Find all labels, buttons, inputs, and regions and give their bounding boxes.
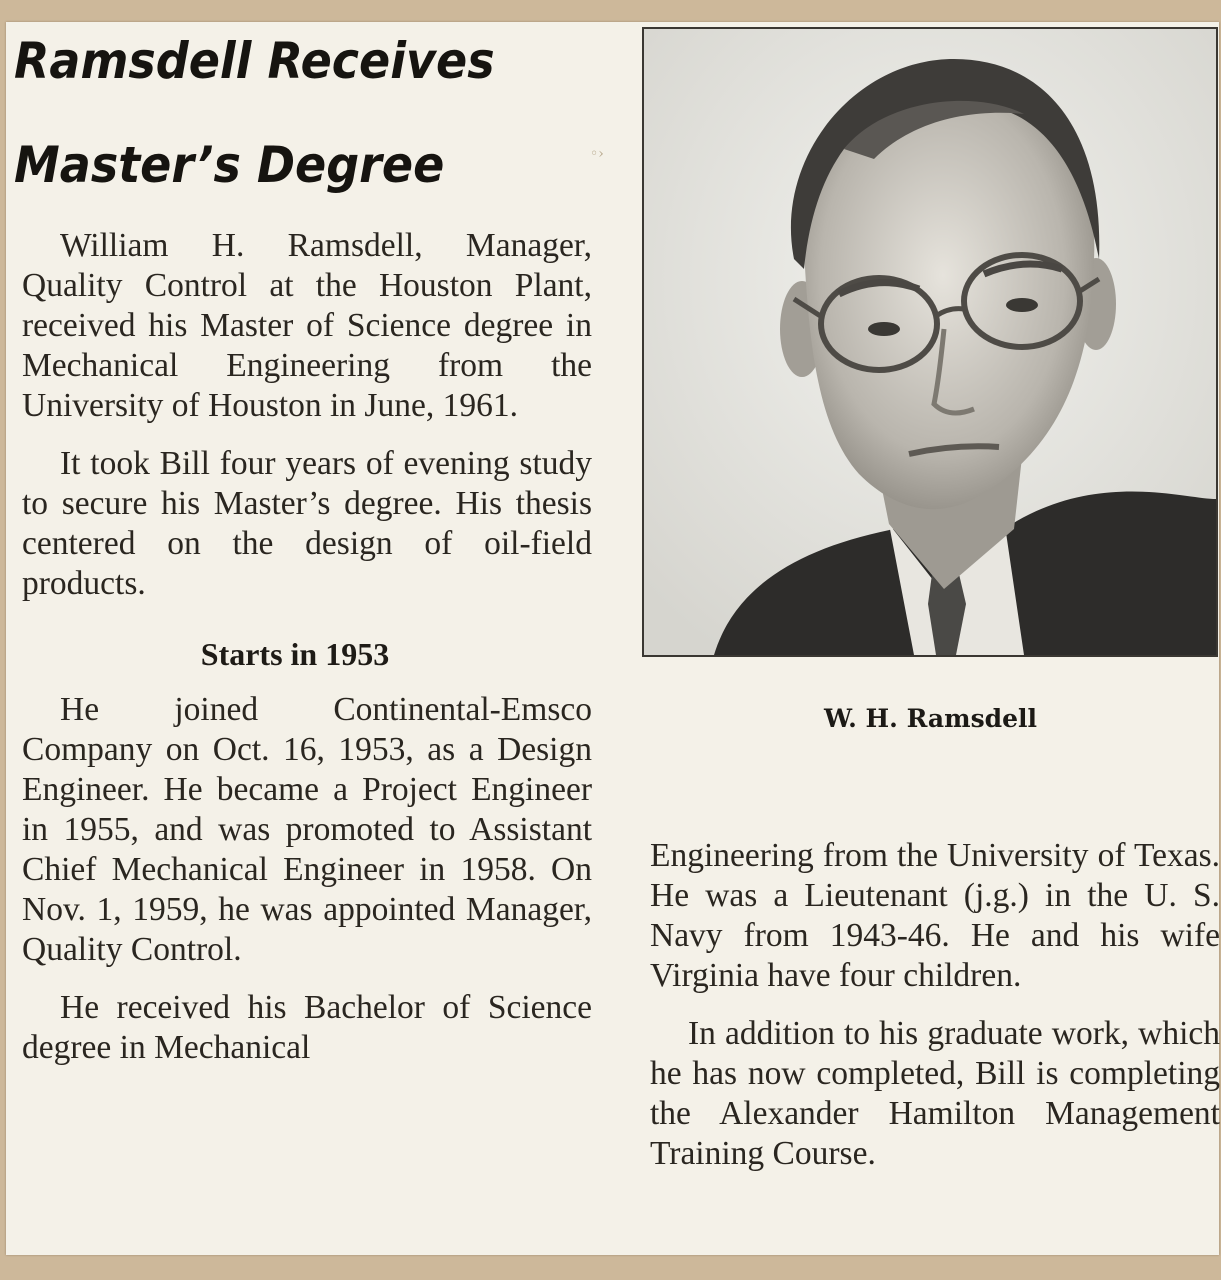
portrait-illustration — [644, 29, 1216, 655]
headline-line-1: Ramsdell Receives — [14, 32, 495, 90]
paragraph-bachelor: He received his Bachelor of Science degree in Mechanical — [22, 989, 592, 1066]
article-column-left — [22, 226, 592, 1068]
paragraph-study: It took Bill four years of evening study to secure his Master’s degree. His thesis centered on the design of oil-field products. — [22, 445, 592, 602]
paragraph-training: In addition to his graduate work, which he has now completed, Bill is completing the Alexander Hamilton Management Training Course. — [650, 1015, 1220, 1172]
paragraph-intro: William H. Ramsdell, Manager, Quality Control at the Houston Plant, received his Master of Science degree in Mechanical Engineering from the University of Houston in June, 1961. — [22, 227, 592, 424]
headline-line-2: Master’s Degree — [14, 136, 445, 194]
subheading: Starts in 1953 — [200, 636, 390, 672]
article-column-right — [650, 836, 1220, 1174]
photo-caption: W. H. Ramsdell — [823, 704, 1038, 733]
paragraph-career: He joined Continental-Emsco Company on Oct. 16, 1953, as a Design Engineer. He became a Project Engineer in 1955, and was promoted to Assistant Chief Mechanical Engineer in 1958. On Nov. 1, 1959, he was appointed Manager, Quality Control. — [22, 691, 592, 968]
portrait-photo — [642, 27, 1218, 657]
paragraph-education-navy: Engineering from the University of Texas. He was a Lieutenant (j.g.) in the U. S. Navy from 1943-46. He and his wife Virginia have four children. — [650, 837, 1220, 994]
print-speck: ◦› — [590, 146, 604, 162]
